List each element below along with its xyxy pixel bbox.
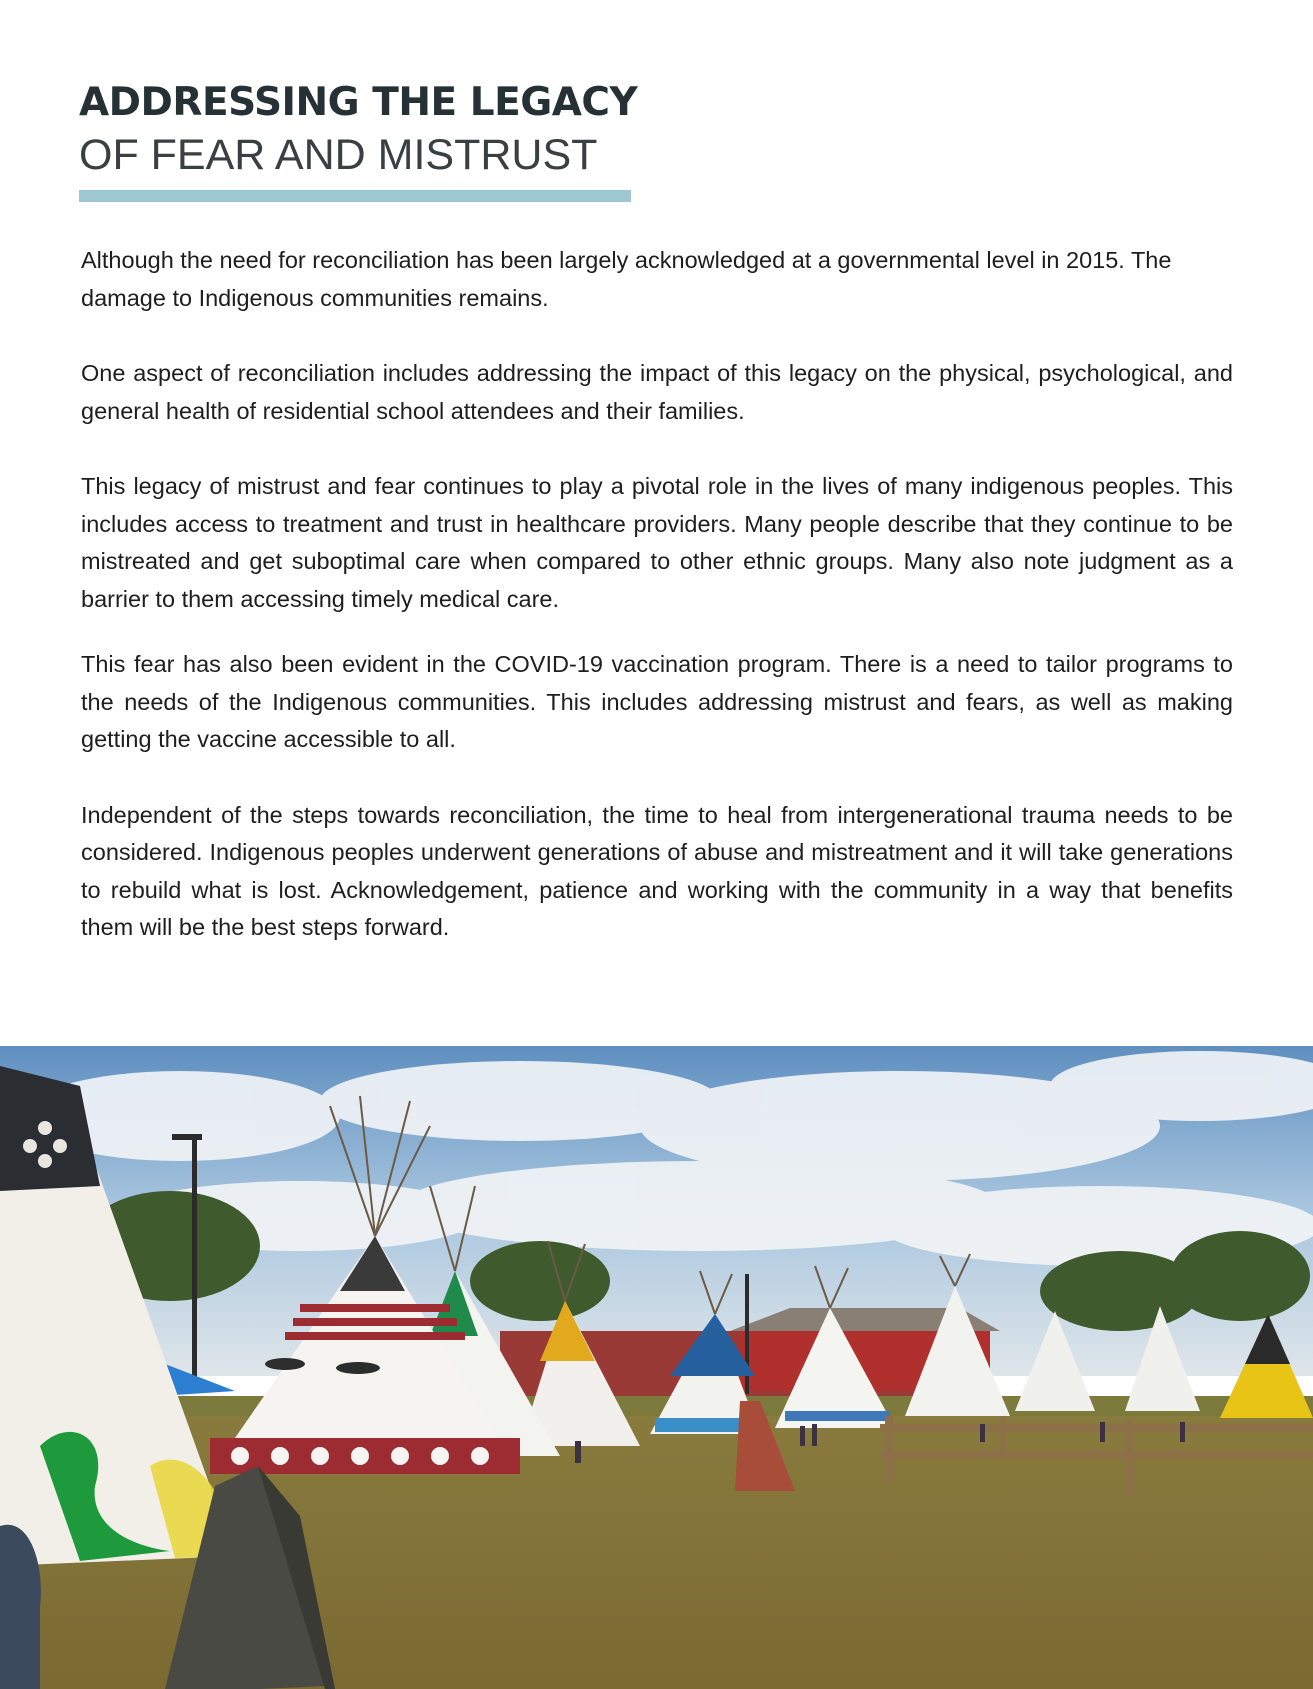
paragraph-4: This fear has also been evident in the COVID-19 vaccination program. There is a need to tailor programs to the needs of the Indigenous communities. This includes addressing mistrust and fears, as well as making getting the vaccine accessible to all. [81,651,1233,752]
paragraph-3: This legacy of mistrust and fear continues to play a pivotal role in the lives of many indigenous peoples. This includes access to treatment and trust in healthcare providers. Many people describe that they continue to be mistreated and get suboptimal care when compared to other ethnic groups. Many also note judgment as a barrier to them accessing timely medical care. [81,473,1233,612]
page-title-line2: OF FEAR AND MISTRUST [79,131,598,179]
article-body [81,242,1233,947]
paragraph-5: Independent of the steps towards reconciliation, the time to heal from intergenerational trauma needs to be considered. Indigenous peoples underwent generations of abuse and mistreatment and it will take generations to rebuild what is lost. Acknowledgement, patience and working with the community in a way that benefits them will be the best steps forward. [81,801,1233,940]
page-heading [79,78,679,182]
title-underline [79,190,631,202]
tipi-village-photo [0,1046,1313,1689]
page-title-line1: ADDRESSING THE LEGACY [79,80,638,125]
paragraph-2: One aspect of reconciliation includes addressing the impact of this legacy on the physical, psychological, and general health of residential school attendees and their families. [81,360,1233,424]
paragraph-1: Although the need for reconciliation has been largely acknowledged at a governmental level in 2015. The damage to Indigenous communities remains. [81,247,1172,311]
